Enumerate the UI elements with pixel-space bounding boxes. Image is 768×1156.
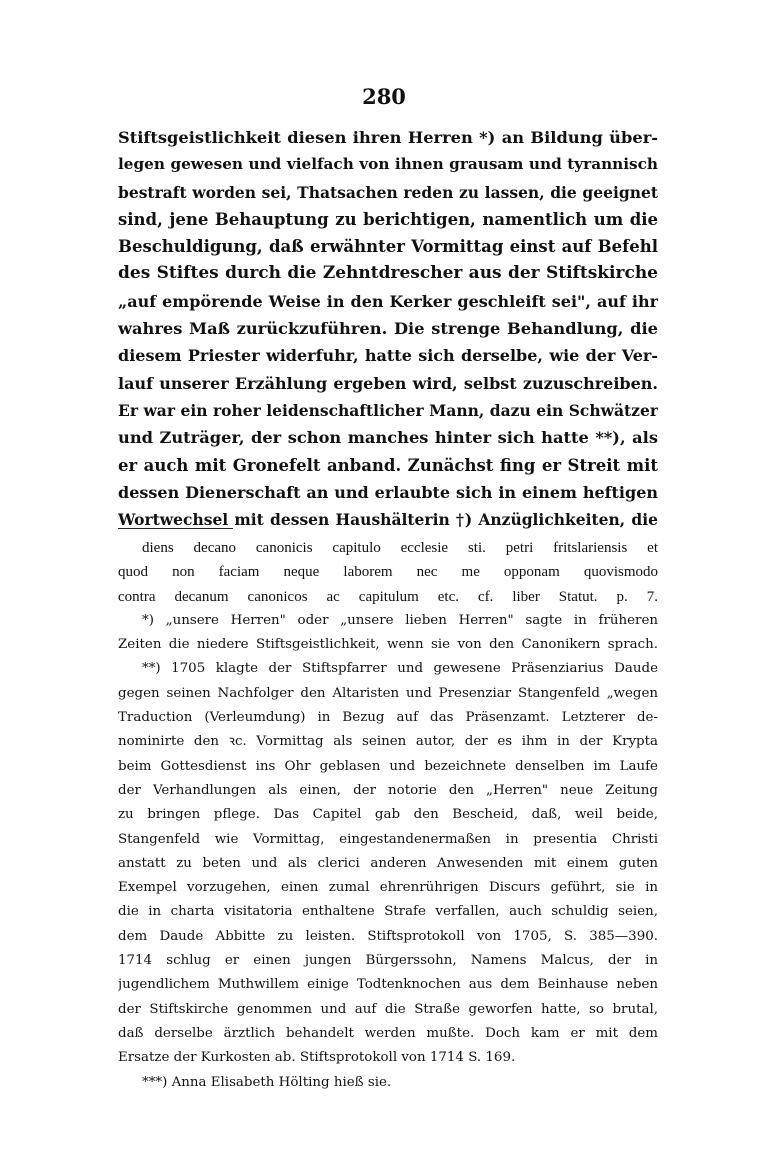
footnote-line: jugendlichem Muthwillem einige Todtenknochen aus dem Beinhause neben <box>118 977 658 993</box>
main-text-line: Stiftsgeistlichkeit diesen ihren Herren *) an Bildung über- <box>118 128 658 147</box>
main-text-line: diesem Priester widerfuhr, hatte sich derselbe, wie der Ver- <box>118 346 658 366</box>
page-number: 280 <box>362 84 406 109</box>
footnote-line: zu bringen pflege. Das Capitel gab den Bescheid, daß, weil beide, <box>118 807 658 823</box>
footnote-line: Zeiten die niedere Stiftsgeistlichkeit, wenn sie von den Canonikern sprach. <box>118 637 658 653</box>
footnote-line: gegen seinen Nachfolger den Altaristen und Presenziar Stangenfeld „wegen <box>118 685 658 701</box>
footnote-line: **) 1705 klagte der Stiftspfarrer und gewesene Präsenziarius Daude <box>142 661 658 677</box>
footnote-line: contra decanum canonicos ac capitulum etc. cf. liber Statut. p. 7. <box>118 588 658 605</box>
main-text-line: des Stiftes durch die Zehntdrescher aus der Stiftskirche <box>118 263 658 284</box>
footnote-line: anstatt zu beten und als clerici anderen Anwesenden mit einem guten <box>118 855 658 871</box>
main-text-line: bestraft worden sei, Thatsachen reden zu lassen, die geeignet <box>118 182 658 202</box>
footnote-line: beim Gottesdienst ins Ohr geblasen und bezeichnete denselben im Laufe <box>118 758 658 774</box>
footnote-line: 1714 schlug er einen jungen Bürgerssohn, Namens Malcus, der in <box>118 953 658 969</box>
footnote-line: der Verhandlungen als einen, der notorie den „Herren" neue Zeitung <box>118 782 658 798</box>
main-text-line: Wortwechsel mit dessen Haushälterin †) Anzüglichkeiten, die <box>118 510 658 530</box>
main-text-line: und Zuträger, der schon manches hinter sich hatte **), als <box>118 428 658 448</box>
footnote-line: dem Daude Abbitte zu leisten. Stiftsprotokoll von 1705, S. 385—390. <box>118 928 658 944</box>
footnote-line: die in charta visitatoria enthaltene Strafe verfallen, auch schuldig seien, <box>118 904 658 920</box>
footnote-line: Traduction (Verleumdung) in Bezug auf das Präsenzamt. Letzterer de- <box>118 710 658 726</box>
footnote-line: diens decano canonicis capitulo ecclesie sti. petri fritslariensis et <box>142 540 658 556</box>
footnote-line: Stangenfeld wie Vormittag, eingestandenermaßen in presentia Christi <box>118 831 658 847</box>
footnote-divider <box>118 528 233 529</box>
footnote-line: Ersatze der Kurkosten ab. Stiftsprotokoll von 1714 S. 169. <box>118 1050 516 1066</box>
main-text-line: wahres Maß zurückzuführen. Die strenge Behandlung, die <box>118 319 658 339</box>
footnotes <box>118 536 658 1095</box>
footnote-line: ***) Anna Elisabeth Hölting hieß sie. <box>142 1074 392 1090</box>
main-text-line: Er war ein roher leidenschaftlicher Mann, dazu ein Schwätzer <box>118 400 658 420</box>
footnote-line: daß derselbe ärztlich behandelt werden mußte. Doch kam er mit dem <box>118 1025 658 1041</box>
main-text-line: dessen Dienerschaft an und erlaubte sich in einem heftigen <box>118 482 658 502</box>
footnote-line: Exempel vorzugehen, einen zumal ehrenrührigen Discurs geführt, sie in <box>118 880 658 896</box>
main-text-line: legen gewesen und vielfach von ihnen grausam und tyrannisch <box>118 155 658 174</box>
footnote-line: der Stiftskirche genommen und auf die Straße geworfen hatte, so brutal, <box>118 1001 658 1017</box>
main-text-line: sind, jene Behauptung zu berichtigen, namentlich um die <box>118 209 658 229</box>
main-text-line: er auch mit Gronefelt anband. Zunächst fing er Streit mit <box>118 455 658 475</box>
footnote-line: *) „unsere Herren" oder „unsere lieben Herren" sagte in früheren <box>142 612 658 628</box>
footnote-line: quod non faciam neque laborem nec me opponam quovismodo <box>118 564 658 581</box>
main-text-body <box>118 124 658 533</box>
main-text-line: „auf empörende Weise in den Kerker geschleift sei", auf ihr <box>118 291 658 311</box>
footnote-line: nominirte den ꝛc. Vormittag als seinen autor, der es ihm in der Krypta <box>118 734 658 750</box>
main-text-line: lauf unserer Erzählung ergeben wird, selbst zuzuschreiben. <box>118 373 658 393</box>
main-text-line: Beschuldigung, daß erwähnter Vormittag einst auf Befehl <box>118 237 658 257</box>
